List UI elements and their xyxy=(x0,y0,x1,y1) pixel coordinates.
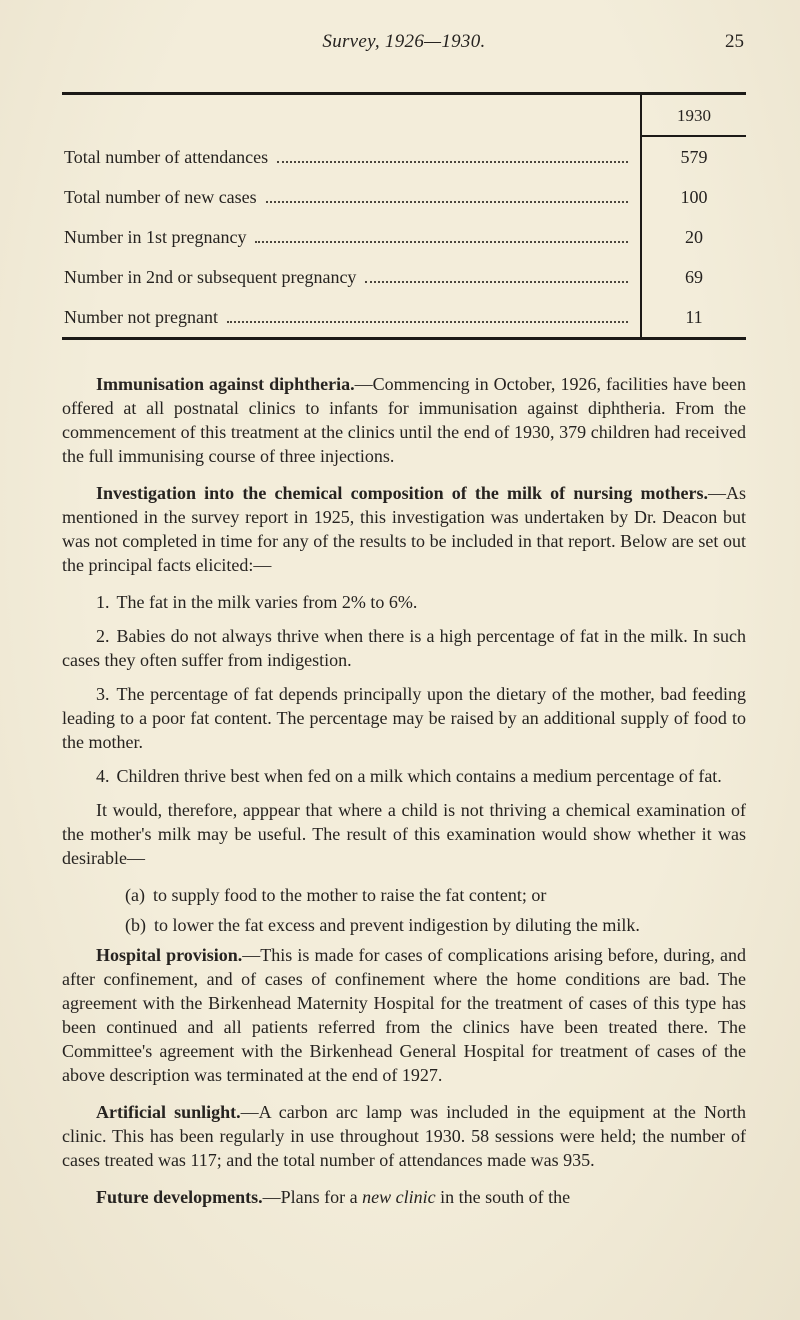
option-item xyxy=(62,913,746,937)
option-text: to lower the fat excess and prevent indigestion by diluting the milk. xyxy=(154,915,640,935)
section-hospital-provision xyxy=(62,943,746,1087)
table-row xyxy=(62,177,640,217)
table-row xyxy=(62,137,640,177)
section-body: —A carbon arc lamp was included in the equipment at the North clinic. This has been regularly in use throughout 1930. 58 sessions were held; the number of cases treated was 117; and the total number of attendances made was 935. xyxy=(62,1102,746,1170)
section-artificial-sunlight xyxy=(62,1100,746,1172)
row-label: Total number of new cases xyxy=(64,187,257,207)
finding-item xyxy=(62,590,746,614)
section-body-emphasis: new clinic xyxy=(362,1187,436,1207)
section-heading: Future developments. xyxy=(96,1187,263,1207)
option-text: to supply food to the mother to raise the fat content; or xyxy=(152,885,547,905)
finding-text: Babies do not always thrive when there is a high percentage of fat in the milk. In such cases they often suffer from indigestion. xyxy=(62,626,746,670)
leader-dots xyxy=(255,241,628,243)
finding-text: Children thrive best when fed on a milk which contains a medium percentage of fat. xyxy=(116,766,722,786)
leader-dots xyxy=(266,201,628,203)
table-row xyxy=(62,257,640,297)
section-body: —As mentioned in the survey report in 1925, this investigation was undertaken by Dr. Deacon but was not completed in time for any of the results to be included in that report. Below are set out the principal facts elicited:— xyxy=(62,483,746,575)
finding-item xyxy=(62,682,746,754)
finding-text: The percentage of fat depends principally upon the dietary of the mother, bad feeding leading to a poor fat content. The percentage may be raised by an additional supply of food to the mother. xyxy=(62,684,746,752)
leader-dots xyxy=(365,281,628,283)
finding-number: 3. xyxy=(96,684,110,704)
section-immunisation xyxy=(62,372,746,468)
attendance-table xyxy=(62,92,746,340)
section-body-start: —Plans for a xyxy=(262,1187,363,1207)
option-tag: (a) xyxy=(125,885,145,905)
investigation-conclusion: It would, therefore, apppear that where a child is not thriving a chemical examination of the mother's milk may be useful. The result of this examination would show whether it was desirable— xyxy=(62,800,746,868)
row-label: Number not pregnant xyxy=(64,307,218,327)
year-header: 1930 xyxy=(640,95,746,137)
row-value: 20 xyxy=(640,217,746,257)
row-value: 69 xyxy=(640,257,746,297)
section-heading: Artificial sunlight. xyxy=(96,1102,241,1122)
finding-number: 1. xyxy=(96,592,110,612)
row-value: 579 xyxy=(640,137,746,177)
page-number: 25 xyxy=(725,31,744,52)
row-label: Total number of attendances xyxy=(64,147,269,167)
section-heading: Hospital provision. xyxy=(96,945,243,965)
finding-item xyxy=(62,624,746,672)
section-future-developments xyxy=(62,1185,746,1209)
section-body-end: in the south of the xyxy=(435,1187,571,1207)
table-row xyxy=(62,297,640,337)
row-value: 100 xyxy=(640,177,746,217)
row-label: Number in 1st pregnancy xyxy=(64,227,247,247)
section-milk-investigation xyxy=(62,481,746,577)
running-head xyxy=(62,30,746,58)
row-value: 11 xyxy=(640,297,746,337)
finding-number: 4. xyxy=(96,766,110,786)
year-header-spacer xyxy=(62,95,640,137)
option-tag: (b) xyxy=(125,915,146,935)
section-heading: Immunisation against diphtheria. xyxy=(96,374,355,394)
row-label: Number in 2nd or subsequent pregnancy xyxy=(64,267,357,287)
finding-text: The fat in the milk varies from 2% to 6%. xyxy=(116,592,418,612)
finding-number: 2. xyxy=(96,626,110,646)
section-body: —This is made for cases of complications arising before, during, and after confinement, and of cases of confinement where the home conditions are bad. The agreement with the Birkenhead Maternity Hospital for the treatment of cases of this type has been continued and all patients referred from the clinics have been treated there. The Committee's agreement with the Birkenhead General Hospital for treatment of cases of the above description was terminated at the end of 1927. xyxy=(62,945,746,1085)
section-body: —Commencing in October, 1926, facilities have been offered at all postnatal clinics to infants for immunisation against diphtheria. From the commencement of this treatment at the clinics until the end of 1930, 379 children had received the full immunising course of three injections. xyxy=(62,374,746,466)
page-title: Survey, 1926—1930. xyxy=(322,31,486,52)
table-row xyxy=(62,217,640,257)
leader-dots xyxy=(227,321,628,323)
section-heading: Investigation into the chemical composition of the milk of nursing mothers. xyxy=(96,483,708,503)
leader-dots xyxy=(277,161,628,163)
finding-item xyxy=(62,764,746,788)
option-item xyxy=(62,883,746,907)
